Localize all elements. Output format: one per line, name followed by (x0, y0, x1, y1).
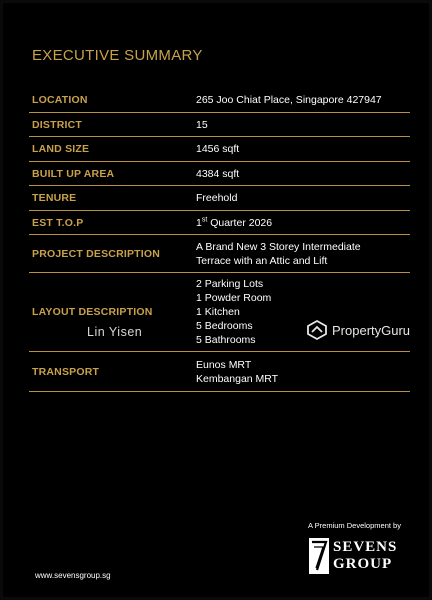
row-value (196, 216, 410, 230)
row-label: TENURE (32, 192, 77, 204)
agent-name-watermark: Lin Yisen (87, 325, 143, 339)
row-value (196, 240, 410, 268)
table-row-location (29, 87, 410, 113)
table-row-land-size (29, 137, 410, 162)
top-quarter-number: 1 (196, 216, 202, 229)
value-line: 1 Kitchen (196, 306, 240, 318)
row-value: 1456 sqft (196, 143, 240, 155)
page-title: EXECUTIVE SUMMARY (32, 47, 203, 64)
table-row-est-top (29, 211, 410, 235)
value-line: A Brand New 3 Storey Intermediate (196, 240, 361, 253)
row-value: 265 Joo Chiat Place, Singapore 427947 (196, 93, 382, 106)
table-row-built-up-area (29, 162, 410, 186)
value-line: 5 Bedrooms (196, 320, 253, 332)
value-line: 2 Parking Lots (196, 278, 264, 290)
row-label: DISTRICT (32, 118, 83, 131)
value-line: 1 Powder Room (196, 292, 272, 304)
value-line: 5 Bathrooms (196, 334, 256, 346)
brand-line1: SEVENS (333, 539, 398, 555)
document-page (3, 3, 429, 597)
value-line: Kembangan MRT (196, 372, 279, 385)
brand-wordmark (333, 539, 397, 573)
row-value: 4384 sqft (196, 167, 240, 180)
row-value: Freehold (196, 192, 238, 204)
row-label: BUILT UP AREA (32, 167, 115, 180)
propertyguru-brand-text: PropertyGuru (332, 322, 411, 338)
summary-table (29, 87, 410, 392)
sevens-emblem-icon (309, 538, 329, 574)
value-line: Terrace with an Attic and Lift (196, 254, 328, 267)
footer-url: www.sevensgroup.sg (35, 571, 111, 580)
row-label: TRANSPORT (32, 365, 100, 378)
top-quarter-suffix: st (201, 216, 208, 223)
sevens-group-logo (309, 538, 397, 574)
row-value: 15 (196, 118, 208, 131)
row-value (196, 358, 410, 386)
row-label: LAYOUT DESCRIPTION (32, 306, 153, 318)
row-label: LOCATION (32, 93, 88, 106)
table-row-tenure (29, 186, 410, 211)
table-row-district (29, 113, 410, 137)
value-line: Eunos MRT (196, 358, 252, 371)
brand-line2: GROUP (333, 556, 393, 572)
table-row-transport (29, 352, 410, 392)
premium-development-text: A Premium Development by (308, 521, 401, 530)
propertyguru-watermark (306, 319, 410, 341)
row-label: EST T.O.P (32, 216, 84, 229)
propertyguru-logo-icon (306, 319, 328, 341)
top-quarter-rest: Quarter 2026 (207, 216, 273, 229)
row-label: PROJECT DESCRIPTION (32, 247, 161, 260)
row-label: LAND SIZE (32, 143, 90, 155)
table-row-project-description (29, 235, 410, 273)
